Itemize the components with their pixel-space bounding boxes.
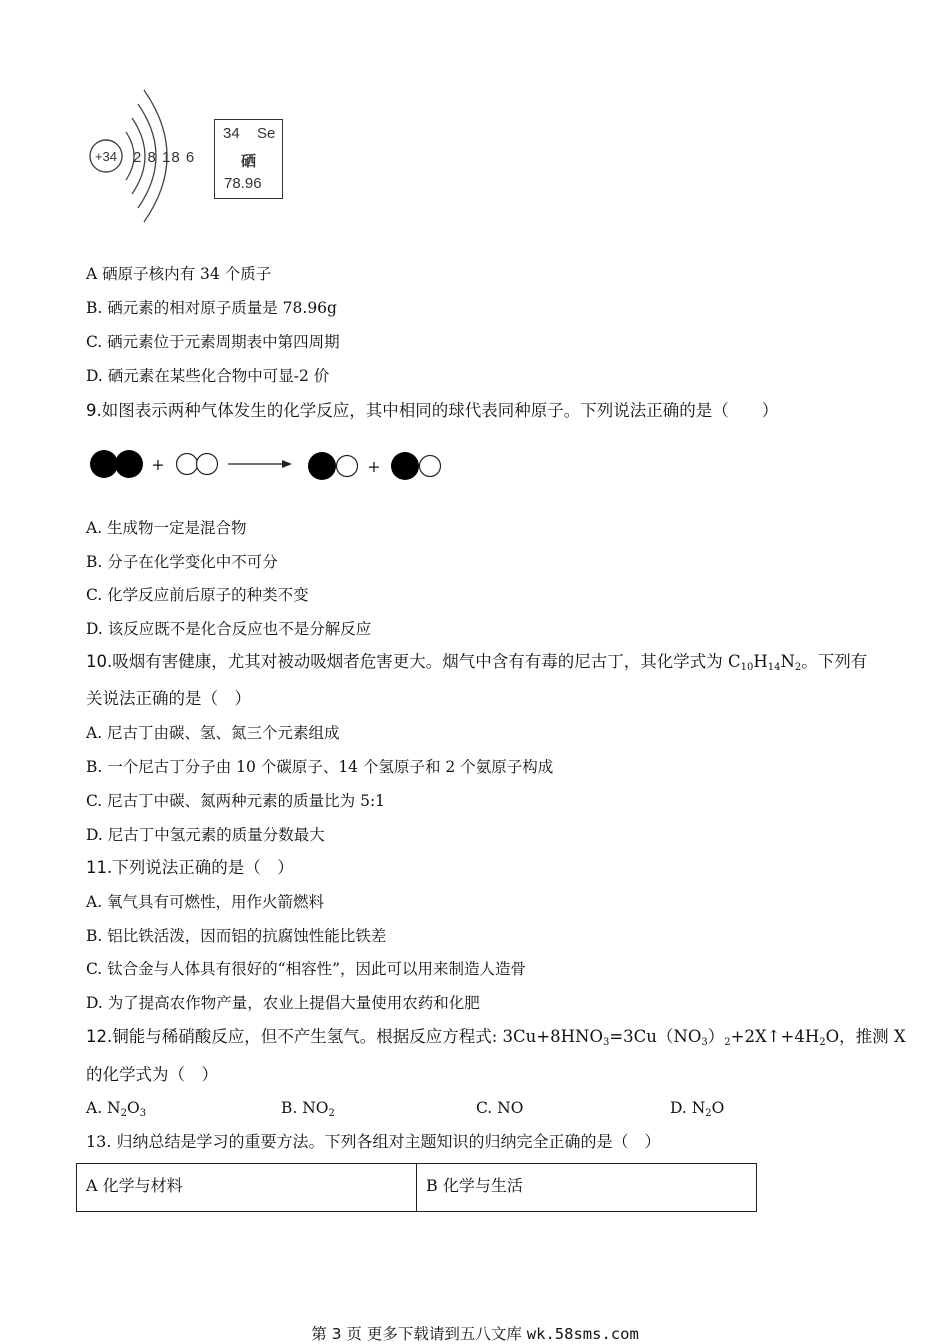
q9-option-a: A. 生成物一定是混合物 xyxy=(86,519,247,537)
q10-stem-text: .吸烟有害健康，尤其对被动吸烟者危害更大。烟气中含有有毒的尼古丁，其化学式为 C xyxy=(107,652,741,671)
subscript: 3 xyxy=(602,1037,610,1048)
q12-option-b: B. $NO_2$ xyxy=(281,1099,335,1119)
page-footer xyxy=(0,1322,950,1344)
q11-option-a: A. 氧气具有可燃性，用作火箭燃料 xyxy=(86,893,325,911)
molecule-light-atom xyxy=(197,454,218,475)
q12-option-a: A. $N_2O_3$ xyxy=(86,1099,147,1119)
atomic-mass: 78.96 xyxy=(224,175,262,192)
product-light-atom xyxy=(420,456,441,477)
formula-part: H xyxy=(753,652,768,671)
q11-option-c: C. 钛合金与人体具有很好的“相容性”，因此可以用来制造人造骨 xyxy=(86,960,527,978)
molecule-dark-atom xyxy=(115,450,143,478)
product-dark-atom xyxy=(391,452,419,480)
q9-option-d: D. 该反应既不是化合反应也不是分解反应 xyxy=(86,620,372,638)
subscript: 3 xyxy=(701,1037,708,1048)
q13-knowledge-table xyxy=(76,1163,757,1212)
subscript: 14 xyxy=(767,662,781,673)
q12-option-c: C. NO xyxy=(476,1099,524,1117)
q13-stem: 13. 归纳总结是学习的重要方法。下列各组对主题知识的归纳完全正确的是（ ） xyxy=(86,1132,661,1151)
q12-stem-tail: O，推测 X xyxy=(825,1027,906,1046)
table-cell-a: A 化学与材料 xyxy=(77,1164,417,1212)
q8-option-d: D. 硒元素在某些化合物中可显-2 价 xyxy=(86,367,330,385)
table-cell-b: B 化学与生活 xyxy=(417,1164,757,1212)
product-dark-atom xyxy=(308,452,336,480)
molecule-dark-atom xyxy=(90,450,118,478)
q9-stem xyxy=(86,400,778,422)
reaction-diagram xyxy=(86,445,456,487)
footer-url: wk.58sms.com xyxy=(526,1325,639,1343)
molecule-light-atom xyxy=(177,454,198,475)
q9-option-c: C. 化学反应前后原子的种类不变 xyxy=(86,586,309,604)
q12-stem-line1 xyxy=(86,1026,906,1048)
q11-stem-text: .下列说法正确的是（ ） xyxy=(107,858,294,877)
q9-option-b: B. 分子在化学变化中不可分 xyxy=(86,553,278,571)
q12-number: 12 xyxy=(86,1027,107,1046)
q9-stem-text: .如图表示两种气体发生的化学反应，其中相同的球代表同种原子。下列说法正确的是（ ） xyxy=(96,401,779,420)
q10-number: 10 xyxy=(86,652,107,671)
subscript: 2 xyxy=(724,1037,731,1048)
q9-number: 9 xyxy=(86,401,97,420)
q11-stem xyxy=(86,857,294,879)
formula-part: ） xyxy=(707,1027,725,1046)
subscript: 2 xyxy=(819,1037,826,1048)
q10-option-a: A. 尼古丁由碳、氢、氮三个元素组成 xyxy=(86,724,340,742)
reaction-arrowhead xyxy=(282,460,292,468)
selenium-atom-structure-diagram xyxy=(86,80,196,230)
plus-sign: + xyxy=(151,455,165,474)
q8-option-b: B. 硒元素的相对原子质量是 78.96g xyxy=(86,299,337,317)
table-row xyxy=(77,1164,757,1212)
subscript: 10 xyxy=(740,662,754,673)
element-symbol: Se xyxy=(257,125,276,142)
q12-stem-line2: 的化学式为（ ） xyxy=(86,1065,218,1084)
q11-number: 11 xyxy=(86,858,107,877)
q11-option-b: B. 铝比铁活泼，因而铝的抗腐蚀性能比铁差 xyxy=(86,927,387,945)
q11-option-d: D. 为了提高农作物产量，农业上提倡大量使用农药和化肥 xyxy=(86,994,480,1012)
q8-option-c: C. 硒元素位于元素周期表中第四周期 xyxy=(86,333,340,351)
footer-text: 第 3 页 更多下载请到五八文库 xyxy=(311,1325,527,1343)
electron-counts: 2 8 18 6 xyxy=(133,149,196,166)
q12-stem-text: .铜能与稀硝酸反应，但不产生氢气。根据反应方程式: 3Cu+8HNO xyxy=(107,1027,603,1046)
atomic-number: 34 xyxy=(223,125,240,142)
q8-option-a: A 硒原子核内有 34 个质子 xyxy=(86,265,272,283)
element-name: 硒 xyxy=(241,152,257,170)
formula-part: =3Cu（NO xyxy=(609,1027,702,1046)
periodic-table-cell xyxy=(214,119,283,199)
plus-sign: + xyxy=(367,457,381,476)
q10-stem-tail: 。下列有 xyxy=(801,652,868,671)
formula-part: +2X↑+4H xyxy=(730,1027,820,1046)
formula-part: N xyxy=(780,652,795,671)
nucleus-charge: +34 xyxy=(94,149,118,164)
q10-option-d: D. 尼古丁中氢元素的质量分数最大 xyxy=(86,826,325,844)
subscript: 2 xyxy=(794,662,802,673)
q10-stem-line2: 关说法正确的是（ ） xyxy=(86,689,251,708)
product-light-atom xyxy=(337,456,358,477)
q10-option-c: C. 尼古丁中碳、氮两种元素的质量比为 5:1 xyxy=(86,792,386,810)
q12-option-d: D. $N_2O$ xyxy=(670,1099,725,1119)
q10-stem-line1 xyxy=(86,651,867,673)
q10-option-b: B. 一个尼古丁分子由 10 个碳原子、14 个氢原子和 2 个氨原子构成 xyxy=(86,758,554,776)
